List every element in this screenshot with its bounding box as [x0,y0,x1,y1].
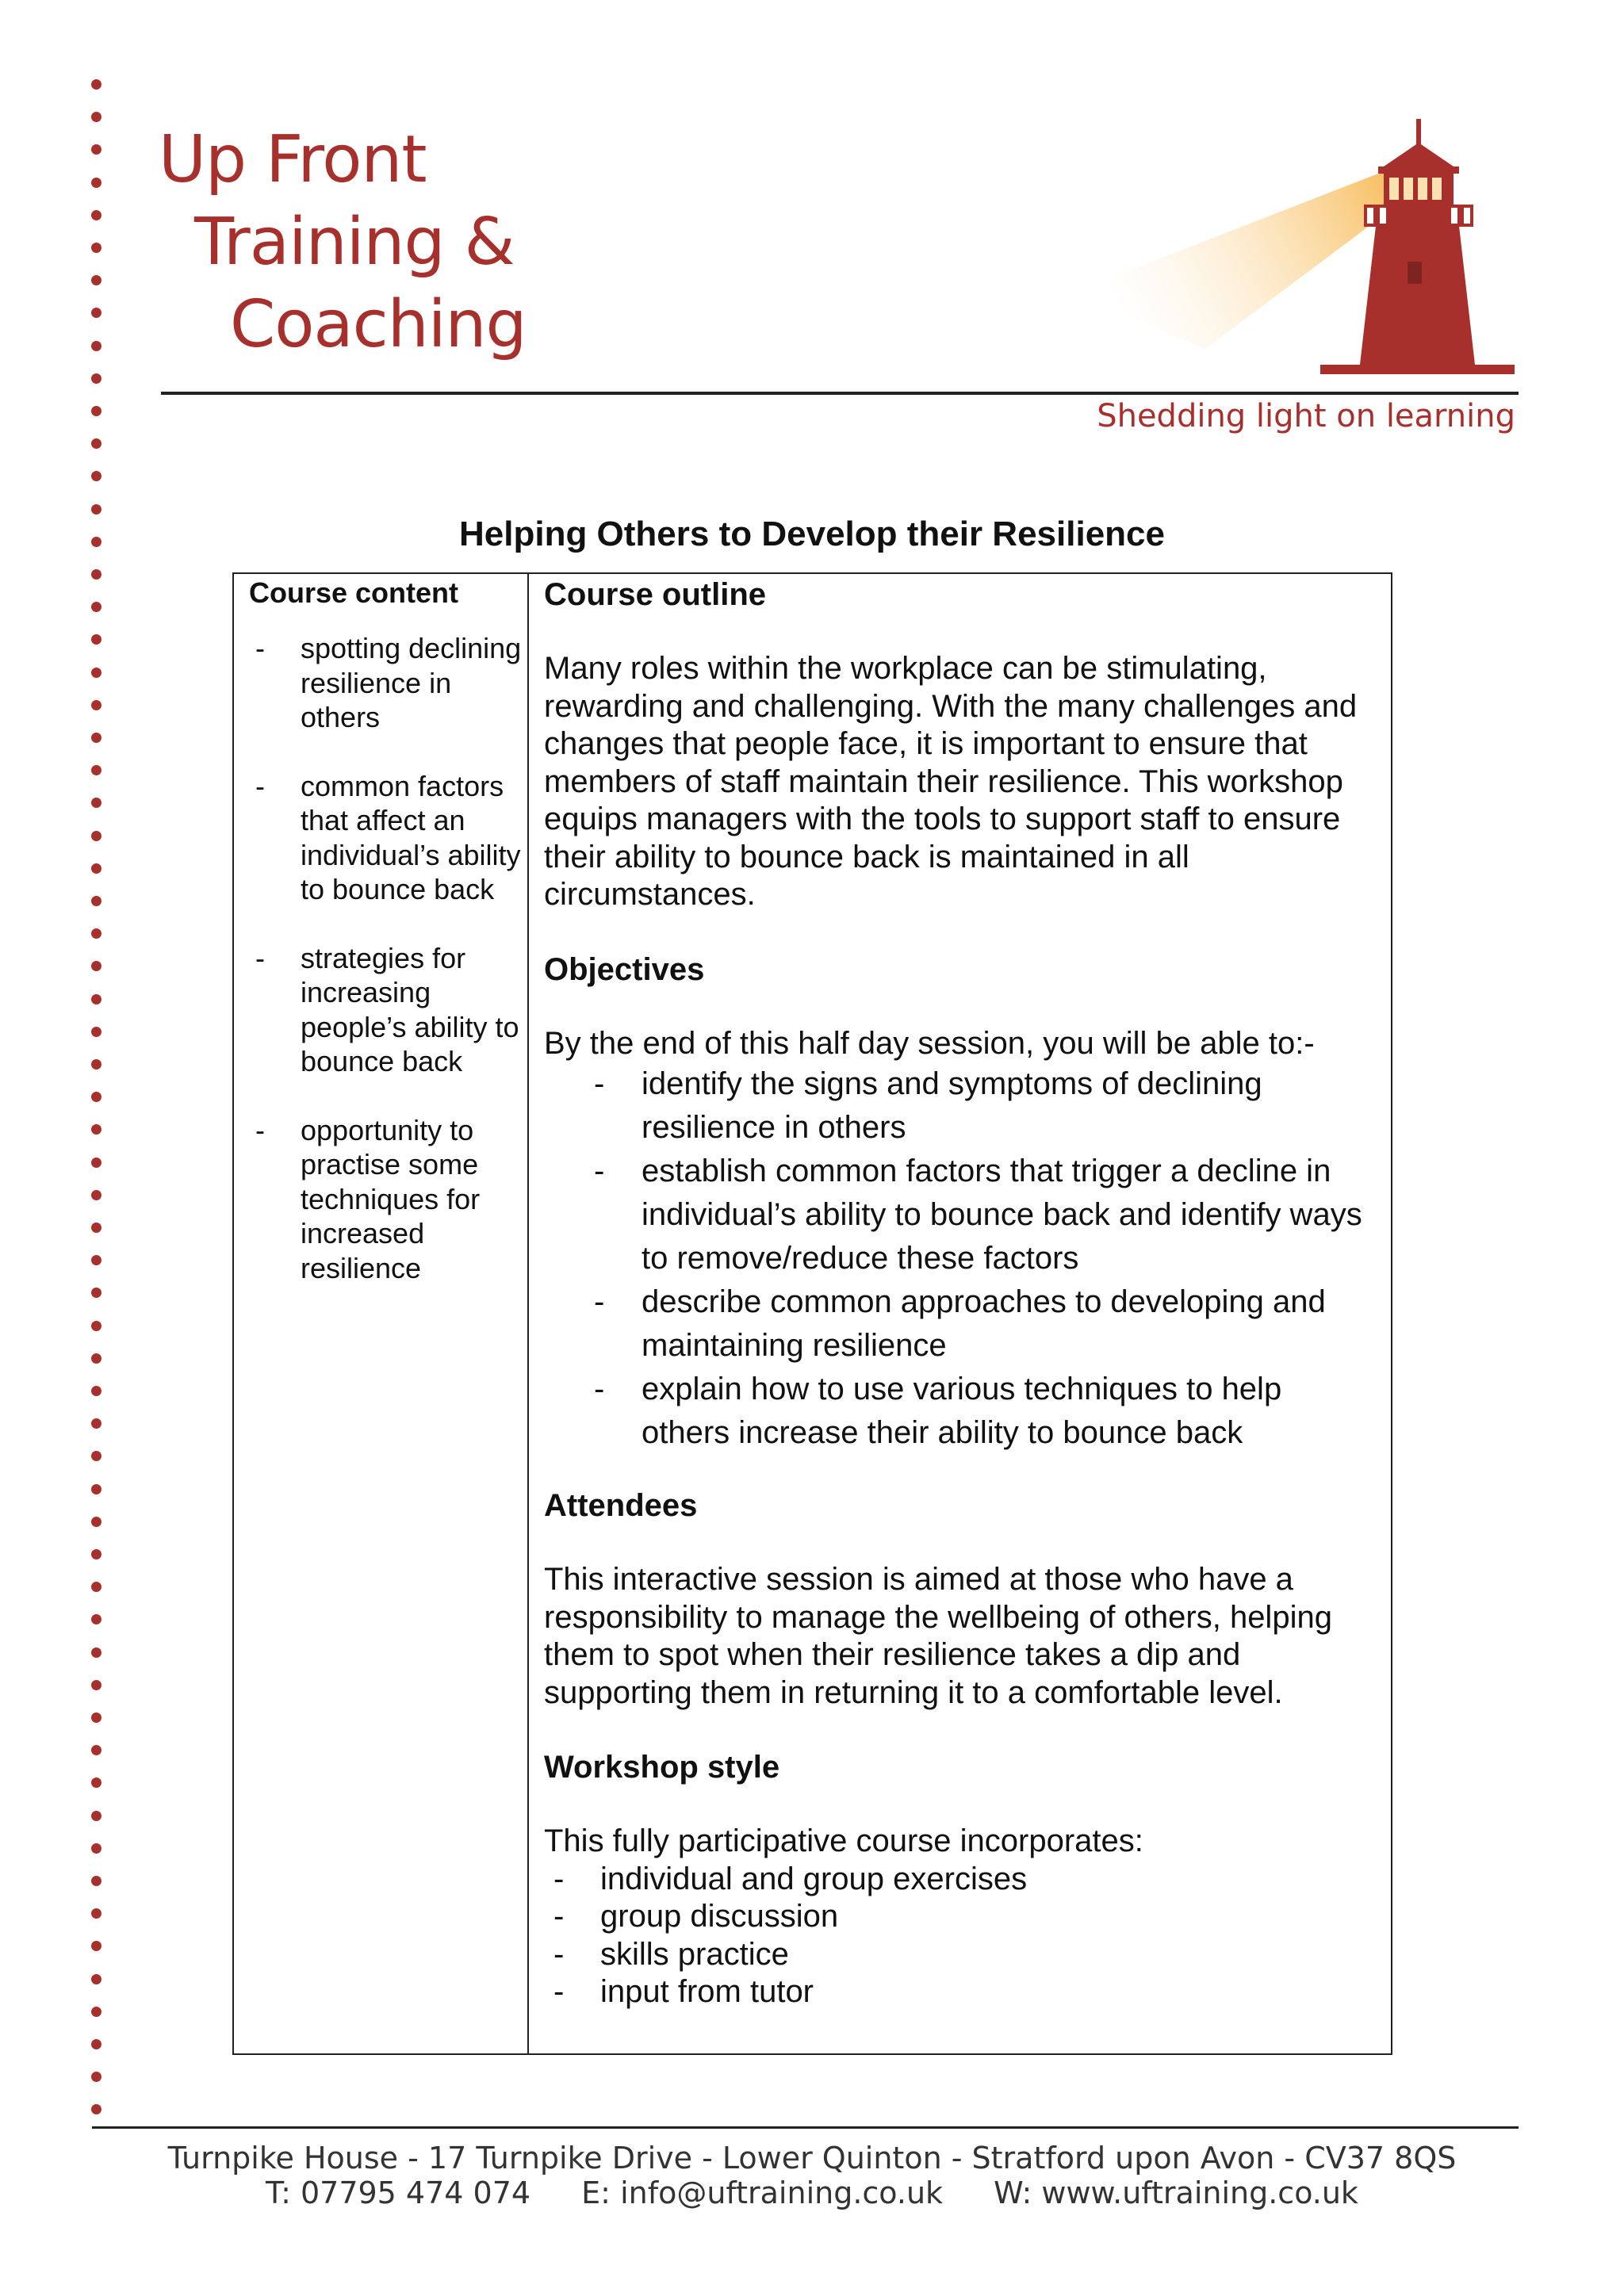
bullet-marker: - [255,941,265,974]
list-item-text: strategies for increasing people’s ability to bounce back [301,941,519,1077]
list-item [544,1062,1377,1150]
list-item [249,1113,527,1286]
decorative-dot [91,504,102,515]
decorative-dot [91,1582,102,1592]
decorative-dot [91,602,102,612]
decorative-dot [91,1777,102,1788]
decorative-dot [91,1484,102,1494]
decorative-dot [91,1647,102,1658]
objectives-heading: Objectives [544,951,705,987]
course-content-heading: Course content [249,576,459,609]
header-divider [161,392,1519,395]
decorative-dot [91,896,102,906]
attendees-text: This interactive session is aimed at those who have a responsibility to manage the wellbeing of others, helping them to spot when their resilience takes a dip and supporting them in returning it to a comfortable level. [544,1562,1332,1710]
bullet-marker: - [594,1284,605,1319]
decorative-dot [91,2039,102,2049]
list-item [544,1973,1377,2011]
decorative-dot [91,1418,102,1429]
decorative-dot [91,1712,102,1723]
bullet-marker: - [255,632,265,664]
workshop-intro: This fully participative course incorporates: [544,1823,1143,1858]
list-item [249,631,527,735]
list-item-text: establish common factors that trigger a decline in individual’s ability to bounce back and identify ways to remove/reduce these factors [642,1154,1362,1276]
page-title: Helping Others to Develop their Resilience [459,515,1165,554]
decorative-dot [91,961,102,971]
list-item-text: input from tutor [600,1974,814,2009]
decorative-dot [91,79,102,90]
bullet-marker: - [553,1974,565,2009]
decorative-dot [91,1974,102,1984]
logo-line-1: Up Front [159,122,427,197]
decorative-dot [91,1255,102,1265]
decorative-dot [91,569,102,580]
decorative-dot [91,634,102,645]
company-logo-text [159,119,527,366]
footer-contact [0,2175,1624,2210]
decorative-dot [91,275,102,285]
bullet-marker: - [255,769,265,802]
decorative-dot [91,1190,102,1200]
decorative-dot [91,1876,102,1886]
attendees-heading: Attendees [544,1488,698,1523]
decorative-dot [91,1549,102,1559]
decorative-dot [91,1223,102,1233]
decorative-dot [91,243,102,253]
list-item [544,1936,1377,1974]
decorative-dot [91,765,102,775]
decorative-dot [91,1843,102,1854]
decorative-dot-border [91,79,104,2125]
decorative-dot [91,798,102,808]
list-item [544,1150,1377,1280]
decorative-dot [91,831,102,841]
logo-line-3: Coaching [230,287,527,362]
course-content-list [249,631,527,1285]
decorative-dot [91,1811,102,1821]
decorative-dot [91,1124,102,1135]
footer-address: Turnpike House - 17 Turnpike Drive - Lower Quinton - Stratford upon Avon - CV37 8QS [167,2141,1457,2175]
list-item-text: explain how to use various techniques to help others increase their ability to bounce back [642,1372,1282,1450]
decorative-dot [91,178,102,188]
logo-line-2: Training & [194,205,515,280]
objectives-list [544,1062,1377,1455]
decorative-dot [91,438,102,449]
decorative-dot [91,341,102,351]
list-item [544,1368,1377,1455]
bullet-marker: - [594,1066,605,1101]
decorative-dot [91,1353,102,1364]
decorative-dot [91,1059,102,1070]
list-item-text: describe common approaches to developing and maintaining resilience [642,1284,1326,1363]
workshop-style-heading: Workshop style [544,1750,780,1785]
bullet-marker: - [553,1861,565,1896]
decorative-dot [91,1908,102,1919]
course-table [232,572,1392,2055]
decorative-dot [91,1386,102,1396]
decorative-dot [91,471,102,481]
decorative-dot [91,373,102,384]
bullet-marker: - [553,1936,565,1972]
decorative-dot [91,1941,102,1951]
footer-divider [92,2126,1519,2129]
list-item-text: skills practice [600,1936,789,1972]
lighthouse-icon [1047,111,1522,381]
list-item [249,941,527,1079]
decorative-dot [91,1745,102,1755]
decorative-dot [91,863,102,874]
workshop-list [544,1861,1377,2011]
list-item-text: opportunity to practise some techniques for increased resilience [301,1113,481,1284]
bullet-marker: - [594,1154,605,1188]
footer-email: E: info@uftraining.co.uk [581,2175,944,2210]
list-item [249,769,527,907]
decorative-dot [91,210,102,220]
course-outline-intro: Many roles within the workplace can be stimulating, rewarding and challenging. With the many challenges and changes that people face, it is important to ensure that members of staff maintain their resilience. This workshop equips managers with the tools to support staff to ensure their ability to bounce back is maintained in all circumstances. [544,651,1358,912]
decorative-dot [91,1451,102,1461]
bullet-marker: - [255,1113,265,1146]
list-item-text: common factors that affect an individual’s ability to bounce back [301,769,521,905]
footer-phone: T: 07795 474 074 [266,2175,531,2210]
bullet-marker: - [553,1899,565,1934]
bullet-marker: - [594,1372,605,1406]
decorative-dot [91,928,102,939]
list-item-text: identify the signs and symptoms of declining resilience in others [642,1066,1262,1145]
decorative-dot [91,700,102,710]
decorative-dot [91,1517,102,1527]
page-footer [0,2141,1624,2210]
decorative-dot [91,2104,102,2114]
decorative-dot [91,112,102,122]
tagline: Shedding light on learning [1097,398,1515,434]
decorative-dot [91,1092,102,1102]
decorative-dot [91,2007,102,2017]
decorative-dot [91,2072,102,2082]
list-item-text: spotting declining resilience in others [301,632,522,733]
decorative-dot [91,1321,102,1331]
decorative-dot [91,1158,102,1168]
decorative-dot [91,994,102,1004]
list-item-text: individual and group exercises [600,1861,1028,1896]
decorative-dot [91,144,102,155]
course-outline-heading: Course outline [544,577,767,612]
list-item-text: group discussion [600,1899,839,1934]
list-item [544,1898,1377,1936]
decorative-dot [91,668,102,678]
decorative-dot [91,1614,102,1624]
decorative-dot [91,406,102,416]
list-item [544,1861,1377,1899]
decorative-dot [91,308,102,318]
objectives-intro: By the end of this half day session, you will be able to:- [544,1025,1315,1061]
course-content-column [234,574,529,2053]
decorative-dot [91,1288,102,1298]
decorative-dot [91,1680,102,1690]
footer-website: W: www.uftraining.co.uk [994,2175,1358,2210]
list-item [544,1280,1377,1368]
decorative-dot [91,1027,102,1037]
course-outline-column [529,574,1391,2053]
decorative-dot [91,733,102,743]
